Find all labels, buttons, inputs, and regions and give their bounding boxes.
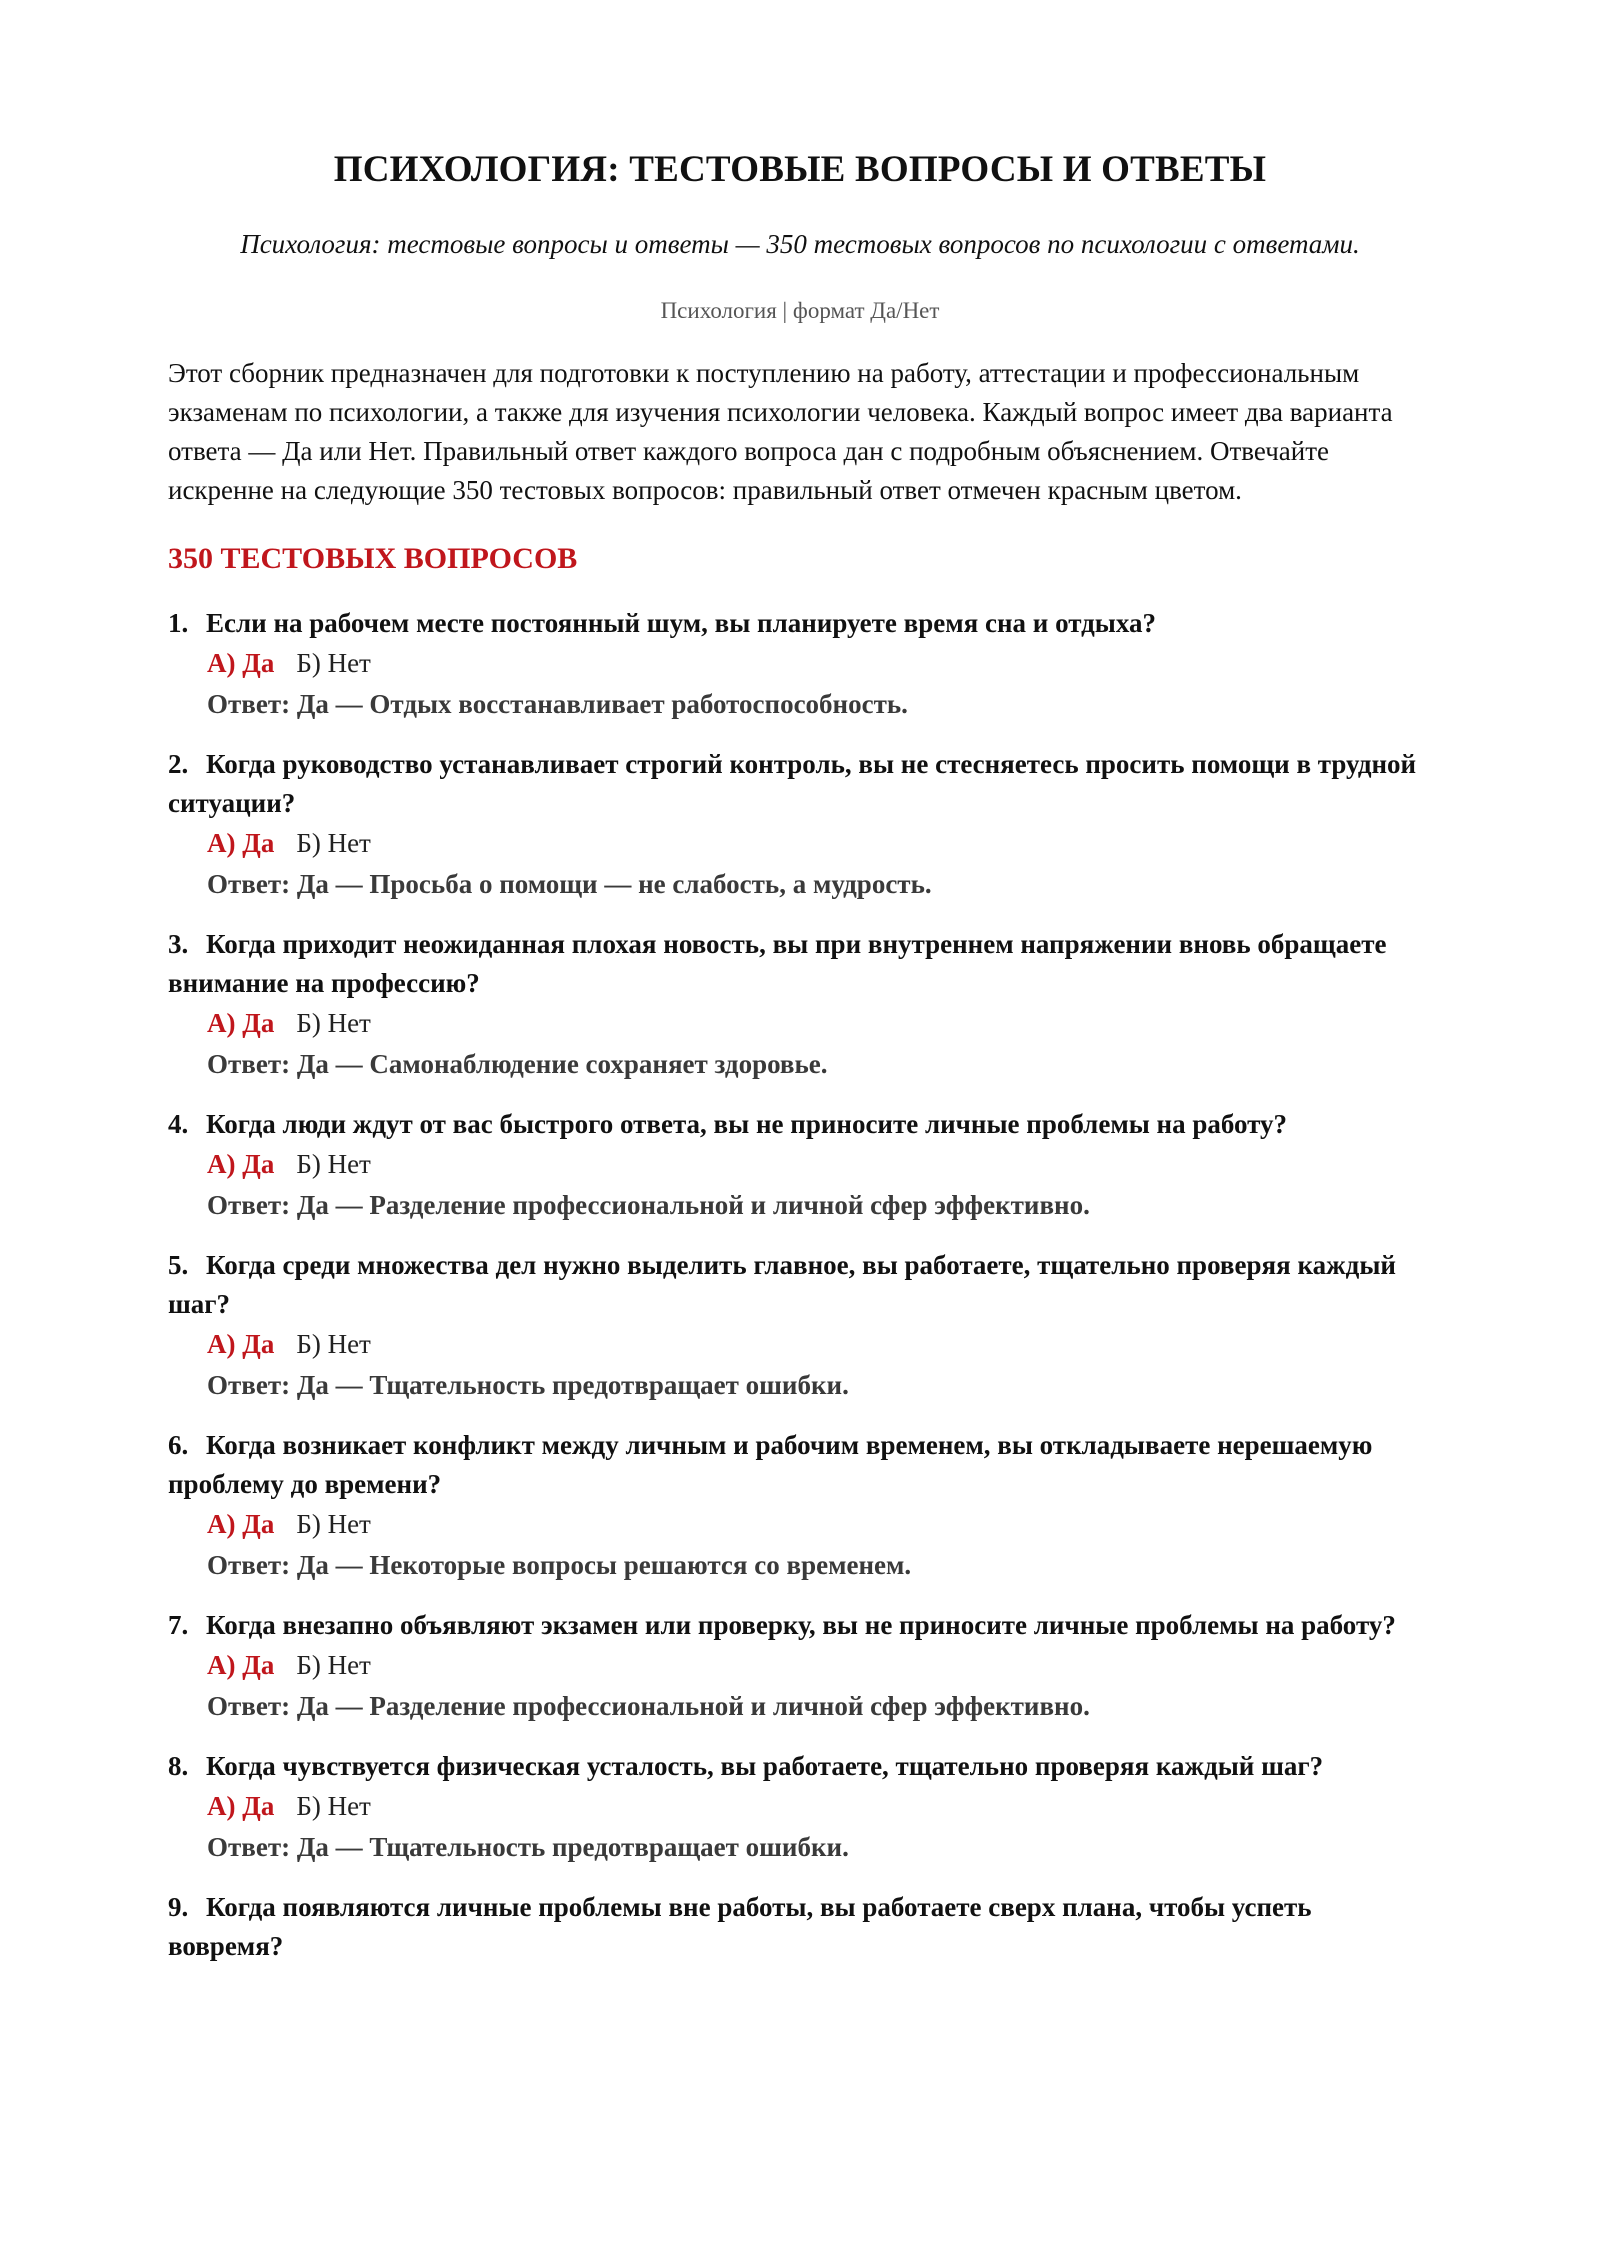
option-b[interactable]: Б) Нет <box>296 1008 371 1038</box>
question-label: Если на рабочем месте постоянный шум, вы планируете время сна и отдыха? <box>206 608 1157 638</box>
question-label: Когда среди множества дел нужно выделить главное, вы работаете, тщательно проверяя каждый шаг? <box>168 1250 1396 1319</box>
option-b[interactable]: Б) Нет <box>296 1149 371 1179</box>
question-text <box>168 1606 1432 1645</box>
answer-explanation: Ответ: Да — Тщательность предотвращает ошибки. <box>207 1832 849 1862</box>
question-item <box>168 925 1432 1085</box>
question-text <box>168 925 1432 1003</box>
answer-options <box>168 823 1432 864</box>
question-number: 1. <box>168 608 189 638</box>
option-a[interactable]: А) Да <box>207 1650 275 1680</box>
question-item <box>168 1426 1432 1586</box>
answer-options <box>168 643 1432 684</box>
question-list <box>168 604 1432 1966</box>
answer-options <box>168 1504 1432 1545</box>
question-item <box>168 1105 1432 1226</box>
question-label: Когда руководство устанавливает строгий контроль, вы не стесняетесь просить помощи в трудной ситуации? <box>168 749 1417 818</box>
option-b[interactable]: Б) Нет <box>296 1650 371 1680</box>
question-label: Когда приходит неожиданная плохая новость, вы при внутреннем напряжении вновь обращаете внимание на профессию? <box>168 929 1387 998</box>
option-a[interactable]: А) Да <box>207 648 275 678</box>
question-text <box>168 604 1432 643</box>
answer-options <box>168 1645 1432 1686</box>
question-number: 9. <box>168 1892 189 1922</box>
question-label: Когда чувствуется физическая усталость, вы работаете, тщательно проверяя каждый шаг? <box>206 1751 1324 1781</box>
question-item <box>168 1246 1432 1406</box>
option-a[interactable]: А) Да <box>207 1329 275 1359</box>
question-number: 7. <box>168 1610 189 1640</box>
question-text <box>168 1747 1432 1786</box>
question-number: 6. <box>168 1430 189 1460</box>
answer-options <box>168 1786 1432 1827</box>
answer-explanation: Ответ: Да — Самонаблюдение сохраняет здоровье. <box>207 1049 828 1079</box>
document-title: ПСИХОЛОГИЯ: ТЕСТОВЫЕ ВОПРОСЫ И ОТВЕТЫ <box>333 149 1267 190</box>
answer-options <box>168 1144 1432 1185</box>
question-item <box>168 1606 1432 1727</box>
option-b[interactable]: Б) Нет <box>296 1329 371 1359</box>
intro-paragraph: Этот сборник предназначен для подготовки к поступлению на работу, аттестации и профессиональным экзаменам по психологии, а также для изучения психологии человека. Каждый вопрос имеет два варианта ответа — Да или Нет. Правильный ответ каждого вопроса дан с подробным объяснением. Отвечайте искренне на следующие 350 тестовых вопросов: правильный ответ отмечен красным цветом. <box>168 358 1393 505</box>
option-a[interactable]: А) Да <box>207 828 275 858</box>
answer-options <box>168 1324 1432 1365</box>
question-item <box>168 1747 1432 1868</box>
answer-explanation: Ответ: Да — Тщательность предотвращает ошибки. <box>207 1370 849 1400</box>
question-text <box>168 745 1432 823</box>
question-label: Когда люди ждут от вас быстрого ответа, вы не приносите личные проблемы на работу? <box>206 1109 1288 1139</box>
answer-explanation: Ответ: Да — Просьба о помощи — не слабость, а мудрость. <box>207 869 932 899</box>
question-number: 3. <box>168 929 189 959</box>
document-subtitle: Психология: тестовые вопросы и ответы — 350 тестовых вопросов по психологии с ответами. <box>240 229 1360 259</box>
answer-explanation: Ответ: Да — Некоторые вопросы решаются со временем. <box>207 1550 912 1580</box>
section-heading: 350 ТЕСТОВЫХ ВОПРОСОВ <box>168 542 578 575</box>
option-a[interactable]: А) Да <box>207 1791 275 1821</box>
answer-explanation: Ответ: Да — Отдых восстанавливает работоспособность. <box>207 689 908 719</box>
option-b[interactable]: Б) Нет <box>296 828 371 858</box>
question-text <box>168 1426 1432 1504</box>
option-a[interactable]: А) Да <box>207 1149 275 1179</box>
question-text <box>168 1246 1432 1324</box>
question-number: 4. <box>168 1109 189 1139</box>
option-a[interactable]: А) Да <box>207 1008 275 1038</box>
question-label: Когда внезапно объявляют экзамен или проверку, вы не приносите личные проблемы на работу? <box>206 1610 1396 1640</box>
question-label: Когда появляются личные проблемы вне работы, вы работаете сверх плана, чтобы успеть вовремя? <box>168 1892 1312 1961</box>
question-item <box>168 604 1432 725</box>
question-number: 2. <box>168 749 189 779</box>
document-meta: Психология | формат Да/Нет <box>660 298 940 323</box>
question-text <box>168 1105 1432 1144</box>
option-b[interactable]: Б) Нет <box>296 1509 371 1539</box>
answer-options <box>168 1003 1432 1044</box>
option-a[interactable]: А) Да <box>207 1509 275 1539</box>
answer-explanation: Ответ: Да — Разделение профессиональной и личной сфер эффективно. <box>207 1190 1090 1220</box>
option-b[interactable]: Б) Нет <box>296 1791 371 1821</box>
question-number: 8. <box>168 1751 189 1781</box>
question-number: 5. <box>168 1250 189 1280</box>
question-item <box>168 1888 1432 1966</box>
question-item <box>168 745 1432 905</box>
question-label: Когда возникает конфликт между личным и рабочим временем, вы откладываете нерешаемую проблему до времени? <box>168 1430 1373 1499</box>
answer-explanation: Ответ: Да — Разделение профессиональной и личной сфер эффективно. <box>207 1691 1090 1721</box>
option-b[interactable]: Б) Нет <box>296 648 371 678</box>
question-text <box>168 1888 1432 1966</box>
